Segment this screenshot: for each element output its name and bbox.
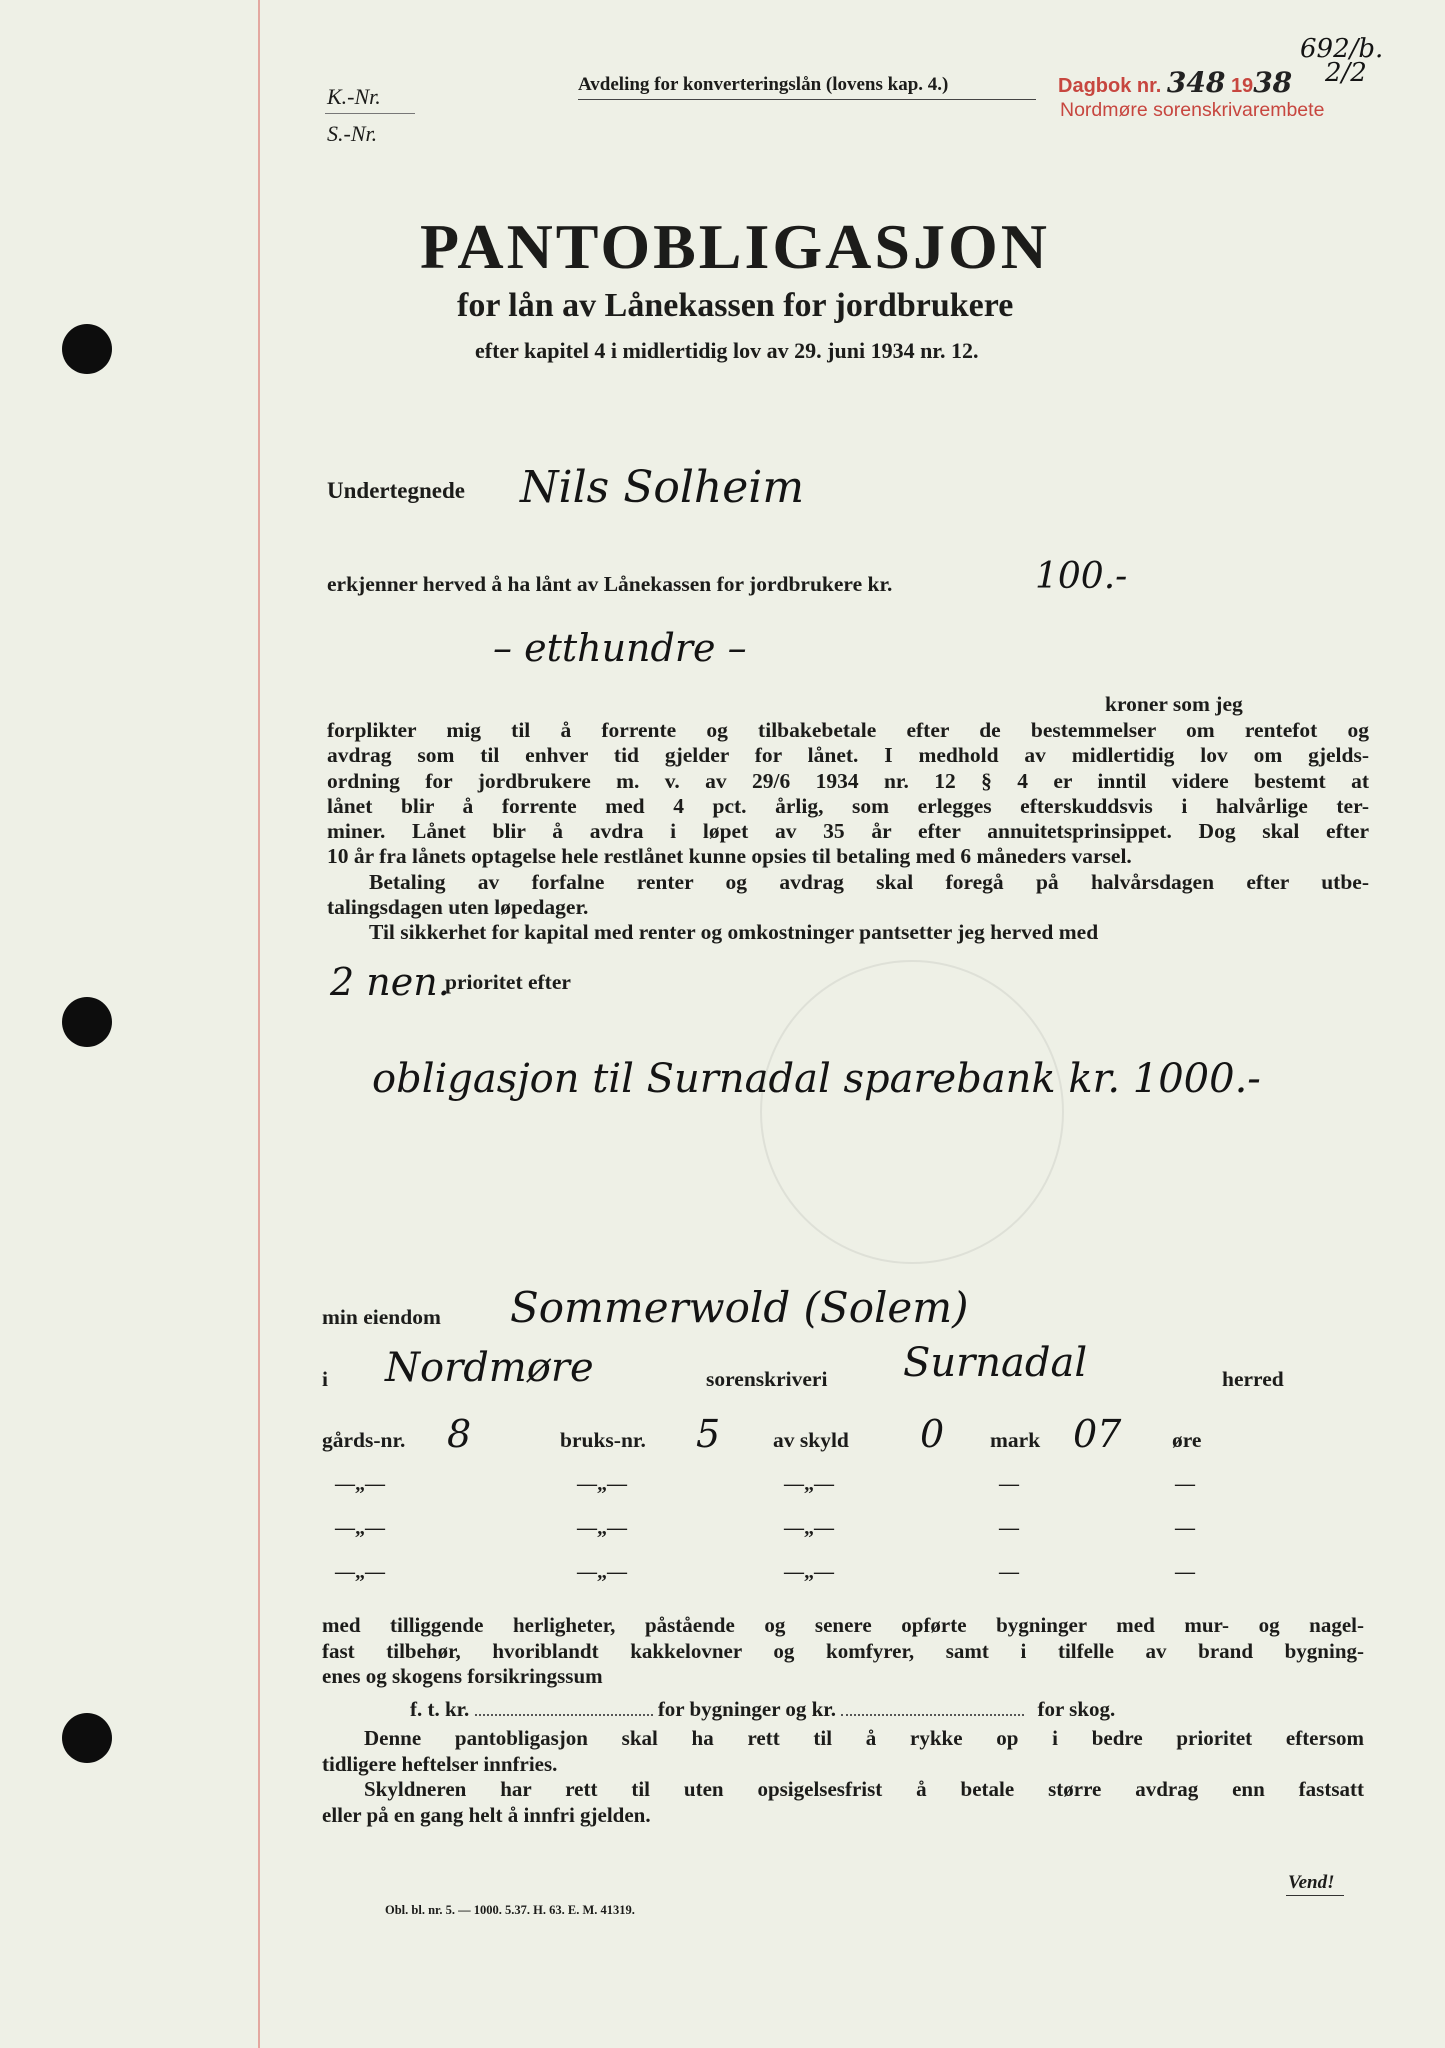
- skyld-label: av skyld: [773, 1428, 849, 1452]
- dagbok-stamp: [1058, 66, 1292, 99]
- ditto-mark: —: [999, 1473, 1019, 1495]
- dagbok-year-prefix: 19: [1230, 75, 1254, 97]
- forest-sum-blank: [841, 1713, 1024, 1716]
- district-name: Nordmøre: [385, 1345, 594, 1391]
- preceding-obligation: obligasjon til Surnadal sparebank kr. 1000.-: [372, 1056, 1261, 1102]
- priority-clause: [322, 1726, 1364, 1828]
- department-line: Avdeling for konverteringslån (lovens kap. 4.): [578, 74, 949, 95]
- payment-line: talingsdagen uten løpedager.: [327, 895, 589, 920]
- i-label: i: [322, 1367, 328, 1391]
- rights-line: fast tilbehør, hvoriblandt kakkelovner og komfyrer, samt i tilfelle av brand bygning-: [322, 1638, 1364, 1663]
- loan-amount-words: – etthundre –: [493, 626, 747, 670]
- payment-line: Betaling av forfalne renter og avdrag skal foregå på halvårsdagen efter utbe-: [369, 869, 1369, 894]
- bruks-label: bruks-nr.: [560, 1428, 646, 1452]
- priority-clause-line: Denne pantobligasjon skal ha rett til å rykke op i bedre prioritet eftersom: [364, 1726, 1364, 1750]
- dagbok-label: Dagbok nr.: [1058, 75, 1162, 97]
- punch-hole: [62, 1713, 112, 1763]
- building-sum-blank: [475, 1713, 653, 1716]
- department-underline: [578, 99, 1036, 100]
- ditto-mark: —: [999, 1517, 1019, 1539]
- skyld-mark: 0: [920, 1412, 945, 1456]
- for-bygninger-label: for bygninger og kr.: [657, 1697, 836, 1721]
- date-reference: 2/2: [1325, 58, 1367, 88]
- ore-label: øre: [1172, 1428, 1202, 1452]
- priority-handwritten: 2 nen.: [330, 960, 450, 1004]
- ditto-mark: —: [1175, 1517, 1195, 1539]
- ditto-mark: —„—: [784, 1561, 834, 1583]
- loan-amount: 100.-: [1035, 556, 1128, 597]
- ditto-mark: —„—: [784, 1473, 834, 1495]
- eiendom-label: min eiendom: [322, 1305, 441, 1329]
- kroner-som-jeg: kroner som jeg: [1105, 692, 1243, 716]
- loan-terms: [327, 718, 1369, 946]
- turn-underline: [1286, 1895, 1344, 1896]
- terms-line: 10 år fra lånets optagelse hele restlånet kunne opsies til betaling med 6 måneders varsel.: [327, 844, 1132, 869]
- bruks-nr: 5: [696, 1412, 721, 1456]
- priority-clause-line: tidligere heftelser innfries.: [322, 1751, 558, 1776]
- dagbok-year: 38: [1253, 66, 1293, 99]
- debtor-clause-line: Skyldneren har rett til uten opsigelsesfrist å betale større avdrag enn fastsatt: [364, 1777, 1364, 1801]
- ditto-mark: —„—: [577, 1561, 627, 1583]
- for-skog-label: for skog.: [1037, 1697, 1116, 1721]
- mark-label: mark: [990, 1428, 1041, 1452]
- herred-name: Surnadal: [903, 1340, 1088, 1386]
- document-title: PANTOBLIGASJON: [420, 211, 1050, 282]
- punch-hole: [62, 324, 112, 374]
- gards-label: gårds-nr.: [322, 1428, 406, 1452]
- rights-line: enes og skogens forsikringssum: [322, 1664, 603, 1688]
- eiendom-name: Sommerwold (Solem): [510, 1283, 969, 1332]
- gards-nr: 8: [447, 1412, 472, 1456]
- k-nr-label: K.-Nr.: [327, 84, 381, 109]
- terms-line: forplikter mig til å forrente og tilbakebetale efter de bestemmelser om rentefot og: [327, 718, 1369, 742]
- terms-line: ordning for jordbrukere m. v. av 29/6 1934 nr. 12 § 4 er inntil videre bestemt at: [327, 768, 1369, 793]
- law-reference: efter kapitel 4 i midlertidig lov av 29. juni 1934 nr. 12.: [475, 338, 979, 363]
- ditto-mark: —„—: [335, 1473, 385, 1495]
- margin-line: [258, 0, 260, 2048]
- skyld-ore: 07: [1073, 1412, 1122, 1456]
- security-line: Til sikkerhet for kapital med renter og omkostninger pantsetter jeg herved med: [369, 920, 1099, 945]
- turn-over-note: Vend!: [1288, 1872, 1335, 1893]
- herred-label: herred: [1222, 1367, 1284, 1391]
- ditto-mark: —: [1175, 1473, 1195, 1495]
- rights-line: med tilliggende herligheter, påstående og senere opførte bygninger med mur- og nagel-: [322, 1613, 1364, 1637]
- rights-clause: [322, 1613, 1364, 1690]
- ditto-mark: —„—: [335, 1561, 385, 1583]
- ditto-mark: —: [999, 1561, 1019, 1583]
- loan-intro: erkjenner herved å ha lånt av Lånekassen for jordbrukere kr.: [327, 572, 893, 596]
- document-subtitle: for lån av Lånekassen for jordbrukere: [457, 287, 1014, 324]
- ditto-mark: —„—: [577, 1473, 627, 1495]
- ditto-mark: —„—: [335, 1517, 385, 1539]
- terms-line: lånet blir å forrente med 4 pct. årlig, som erlegges efterskuddsvis i halvårlige ter-: [327, 793, 1369, 818]
- punch-hole: [62, 997, 112, 1047]
- ditto-mark: —„—: [577, 1517, 627, 1539]
- s-nr-label: S.-Nr.: [327, 121, 378, 146]
- priority-label: prioritet efter: [445, 970, 571, 994]
- print-reference: Obl. bl. nr. 5. — 1000. 5.37. H. 63. E. M. 41319.: [385, 1903, 635, 1917]
- k-nr-rule: [325, 113, 415, 114]
- insurance-line: [410, 1697, 1115, 1722]
- signatory-label: Undertegnede: [327, 478, 465, 503]
- faint-stamp: [760, 960, 1064, 1264]
- sorenskriveri-label: sorenskriveri: [706, 1367, 828, 1391]
- ditto-mark: —: [1175, 1561, 1195, 1583]
- terms-line: miner. Lånet blir å avdra i løpet av 35 år efter annuitetsprinsippet. Dog skal efter: [327, 819, 1369, 844]
- ftkr-label: f. t. kr.: [410, 1697, 470, 1721]
- ditto-mark: —„—: [784, 1517, 834, 1539]
- dagbok-number: 348: [1166, 66, 1226, 99]
- debtor-clause-line: eller på en gang helt å innfri gjelden.: [322, 1802, 651, 1827]
- page-reference: 692/b.: [1300, 34, 1384, 64]
- terms-line: avdrag som til enhver tid gjelder for lånet. I medhold av midlertidig lov om gjelds-: [327, 743, 1369, 768]
- office-stamp: Nordmøre sorenskrivarembete: [1060, 99, 1325, 121]
- signatory-name: Nils Solheim: [520, 462, 805, 513]
